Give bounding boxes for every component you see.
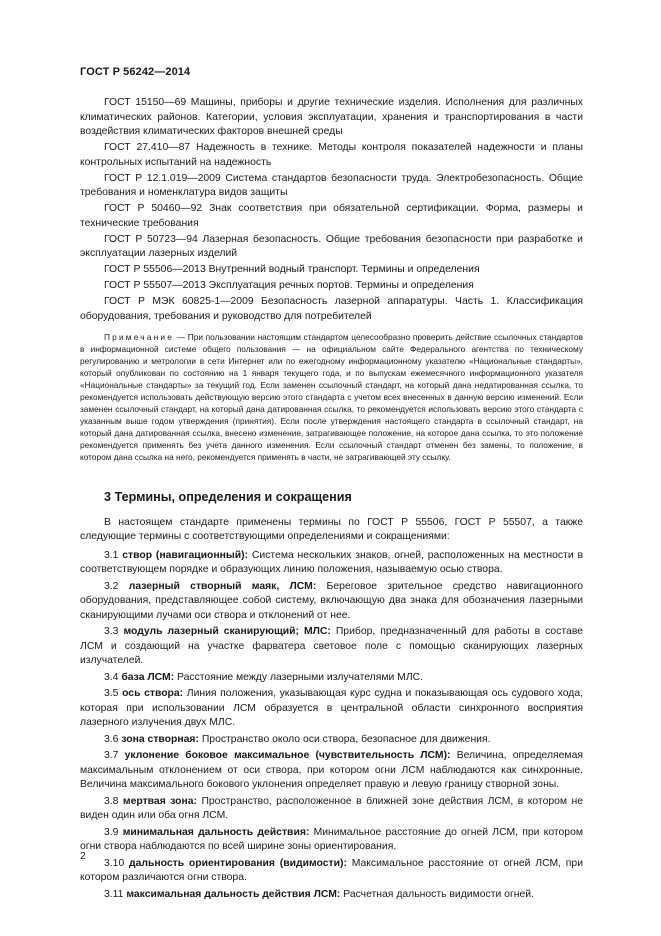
term-number: 3.8	[104, 795, 119, 807]
reference-item: ГОСТ 15150—69 Машины, приборы и другие технические изделия. Исполнения для различных климатических районов. Категории, условия эксплуатации, хранения и транспортирования в части воздействия климатических факторов внешней среды	[80, 97, 583, 137]
term-name: уклонение боковое максимальное (чувствительность ЛСМ):	[124, 750, 451, 762]
term-definition: Линия положения, указывающая курс судна и показывающая ось судового хода, которая при использовании ЛСМ образуется в центральной области синхронного восприятия лазерного излучения двух МЛС.	[80, 688, 583, 729]
term-name: база ЛСМ:	[121, 671, 175, 683]
term-number: 3.3	[104, 626, 119, 638]
section-intro: В настоящем стандарте применены термины по ГОСТ Р 55506, ГОСТ Р 55507, а также следующие термины с соответствующими определениями и сокращениями:	[80, 516, 583, 543]
term-entry	[80, 857, 583, 886]
term-name: зона створная:	[121, 733, 199, 745]
term-definition: Пространство, расположенное в ближней зоне действия ЛСМ, в котором не виден один или оба огня ЛСМ.	[80, 795, 584, 822]
term-entry	[80, 671, 583, 686]
section-heading: 3 Термины, определения и сокращения	[104, 489, 352, 504]
term-number: 3.11	[104, 888, 124, 900]
term-definition: Пространство около оси створа, безопасное для движения.	[201, 733, 491, 745]
term-number: 3.10	[104, 857, 125, 869]
term-entry	[80, 888, 583, 903]
term-name: дальность ориентирования (видимости):	[129, 857, 347, 869]
running-header: ГОСТ Р 56242—2014	[80, 66, 191, 78]
term-entry	[80, 733, 583, 748]
term-number: 3.7	[104, 750, 119, 762]
term-entry	[80, 826, 583, 855]
reference-item: ГОСТ 27.410—87 Надежность в технике. Методы контроля показателей надежности и планы контрольных испытаний на надежность	[80, 142, 583, 168]
term-number: 3.1	[104, 549, 119, 561]
note-label: Примечание	[104, 332, 175, 342]
term-entry	[80, 795, 583, 824]
term-definition: Минимальное расстояние до огней ЛСМ, при котором огни створа наблюдаются по всей ширине зоны ориентирования.	[80, 826, 584, 853]
note-text: — При пользовании настоящим стандартом целесообразно проверить действие ссылочных стандартов в информационной системе общего пользования — на официальном сайте Федерального агентства по техническому регулированию и метрологии в сети Интернет или по ежегодному информационному указателю «Национальные стандарты», который опубликован по состоянию на 1 января текущего года, и по выпускам ежемесячного информационного указателя «Национальные стандарты» за текущий год. Если заменен ссылочный стандарт, на который дана недатированная ссылка, то рекомендуется использовать действующую версию этого стандарта с учетом всех внесенных в данную версию изменений. Если заменен ссылочный стандарт, на который дана датированная ссылка, то рекомендуется использовать версию этого стандарта с указанным выше годом утверждения (принятия). Если после утверждения настоящего стандарта в ссылочный стандарт, на который дана датированная ссылка, внесено изменение, затрагивающее положение, на которое дана ссылка, то это положение рекомендуется применять без учета данного изменения. Если ссылочный стандарт отменен без замены, то положение, в котором дана ссылка на него, рекомендуется применять в части, не затрагивающей эту ссылку.	[80, 332, 583, 463]
term-name: мертвая зона:	[122, 795, 197, 807]
reference-item: ГОСТ Р МЭК 60825-1—2009 Безопасность лазерной аппаратуры. Часть 1. Классификация оборудования, требования и руководство для потребителей	[80, 296, 583, 322]
term-number: 3.2	[104, 580, 119, 592]
term-entry	[80, 625, 583, 669]
reference-item: ГОСТ Р 50460—92 Знак соответствия при обязательной сертификации. Форма, размеры и технические требования	[80, 203, 583, 229]
term-name: лазерный створный маяк, ЛСМ:	[128, 580, 317, 592]
reference-item: ГОСТ Р 55506—2013 Внутренний водный транспорт. Термины и определения	[104, 264, 480, 275]
term-entry	[80, 580, 583, 624]
page-body	[80, 96, 583, 904]
term-number: 3.9	[104, 826, 119, 838]
term-definition: Расчетная дальность видимости огней.	[343, 888, 534, 900]
term-definition: Береговое зрительное средство навигационного оборудования, представляющее собой систему, включающую два знака для обозначения лазерными сканирующими лучами оси створа и отклонений от нее.	[80, 580, 583, 621]
term-name: створ (навигационный):	[122, 549, 249, 561]
reference-item: ГОСТ Р 50723—94 Лазерная безопасность. Общие требования безопасности при разработке и эксплуатации лазерных изделий	[80, 233, 583, 259]
term-name: максимальная дальность действия ЛСМ:	[126, 888, 341, 900]
term-number: 3.4	[104, 671, 119, 683]
term-number: 3.6	[104, 733, 119, 745]
term-name: минимальная дальность действия:	[122, 826, 310, 838]
term-entry	[80, 549, 583, 578]
term-definition: Прибор, предназначенный для работы в составе ЛСМ и создающий на участке фарватера световое поле с помощью сканирующих лазерных излучателей.	[80, 626, 584, 667]
term-definition: Расстояние между лазерными излучателями МЛС.	[177, 671, 424, 683]
term-definition: Максимальное расстояние от огней ЛСМ, при котором различаются огни створа.	[80, 857, 584, 884]
term-number: 3.5	[104, 688, 119, 700]
term-definition: Величина, определяемая максимальным отклонением от оси створа, при котором огни ЛСМ наблюдаются как синхронные. Величина максимального бокового уклонения определяет правую и левую границу створной зоны.	[80, 750, 583, 791]
term-entry	[80, 749, 583, 793]
term-entry	[80, 687, 583, 731]
note-paragraph	[80, 331, 583, 464]
page-number: 2	[80, 851, 86, 862]
term-definition: Система нескольких знаков, огней, расположенных на местности в соответствующем порядке и образующих линию положения, называемую осью створа.	[80, 549, 583, 576]
reference-item: ГОСТ Р 12.1.019—2009 Система стандартов безопасности труда. Электробезопасность. Общие требования и номенклатура видов защиты	[80, 172, 583, 198]
term-name: модуль лазерный сканирующий; МЛС:	[123, 626, 331, 638]
reference-item: ГОСТ Р 55507—2013 Эксплуатация речных портов. Термины и определения	[104, 280, 474, 291]
term-name: ось створа:	[122, 688, 184, 700]
